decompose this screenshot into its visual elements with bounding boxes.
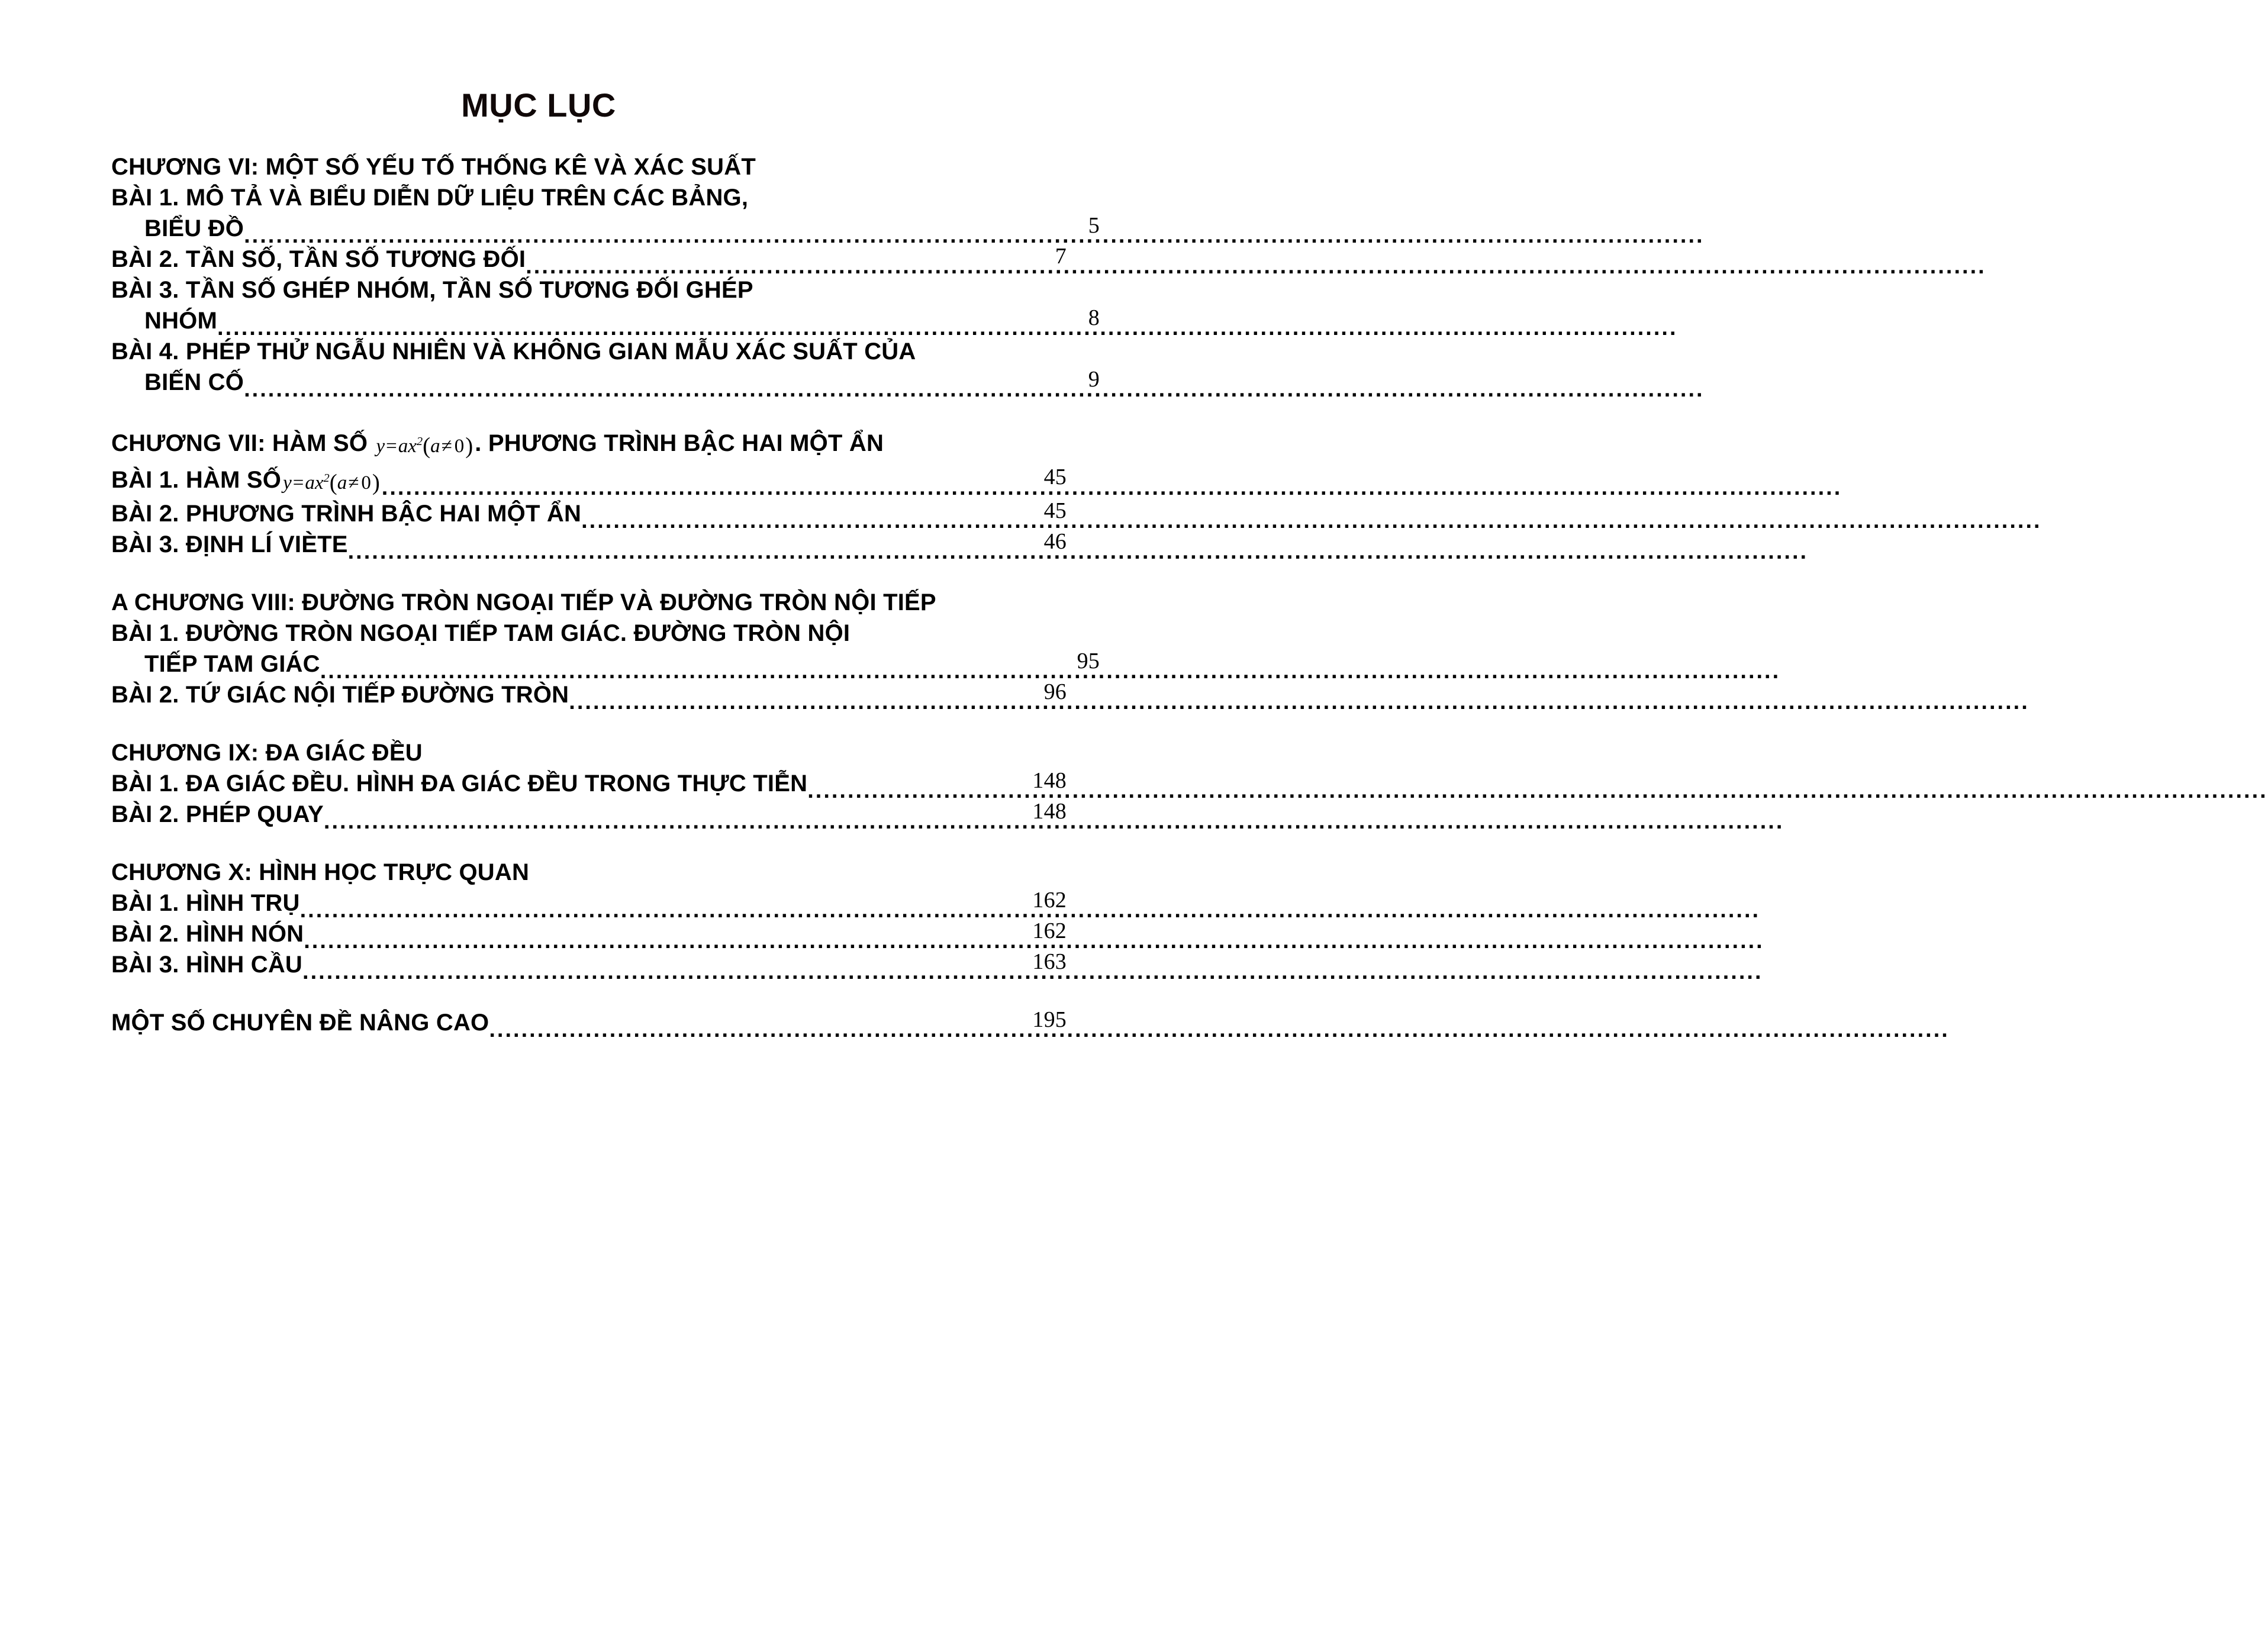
dot-leader [382, 475, 1042, 498]
toc-entry-line-vi-4a: BÀI 4. PHÉP THỬ NGẪU NHIÊN VÀ KHÔNG GIAN MẪU XÁC SUẤT CỦA [111, 339, 916, 365]
page-title: MỤC LỤC [461, 86, 616, 124]
toc-entry-line-vi-3a: BÀI 3. TẦN SỐ GHÉP NHÓM, TẦN SỐ TƯƠNG ĐỐI GHÉP [111, 277, 753, 303]
toc-page-number: 45 [1043, 498, 1067, 523]
toc-entry-line-viii-1a: BÀI 1. ĐƯỜNG TRÒN NGOẠI TIẾP TAM GIÁC. ĐƯỜNG TRÒN NỘI [111, 620, 851, 647]
toc-entry-label: BÀI 3. ĐỊNH LÍ VIÈTE [111, 531, 348, 558]
toc-entry-line-vi-1a: BÀI 1. MÔ TẢ VÀ BIỂU DIỄN DỮ LIỆU TRÊN CÁC BẢNG, [111, 185, 749, 211]
toc-page-number: 163 [1032, 949, 1067, 974]
chapter-heading-vii-suffix: . PHƯƠNG TRÌNH BẬC HAI MỘT ẨN [475, 430, 884, 456]
toc-entry-label: BIỂU ĐỒ [144, 215, 244, 241]
toc-group-chuong-vii [111, 425, 1067, 560]
dot-leader [300, 895, 1031, 918]
toc-group-chuong-ix [111, 737, 1067, 830]
dot-leader [217, 312, 1087, 336]
toc-page-number: 195 [1032, 1007, 1067, 1032]
toc-entry-label: BIẾN CỐ [144, 369, 244, 395]
toc-entry-vi-1[interactable] [111, 213, 1100, 244]
toc-page-number: 162 [1032, 918, 1067, 943]
chapter-heading-vi: CHƯƠNG VI: MỘT SỐ YẾU TỐ THỐNG KÊ VÀ XÁC SUẤT [111, 154, 756, 180]
dot-leader [244, 374, 1087, 398]
dot-leader [569, 686, 1042, 710]
toc-page-number: 162 [1032, 887, 1067, 913]
toc-page-number: 96 [1043, 679, 1067, 704]
toc-entry-label: NHÓM [144, 308, 218, 334]
dot-leader [348, 536, 1042, 560]
quadratic-function-formula: $y=ax^2(a\ne 0)$ [283, 470, 380, 495]
toc-page-number: 5 [1088, 212, 1100, 238]
toc-entry-chuyen-de[interactable] [111, 1007, 1067, 1038]
dot-leader [244, 220, 1087, 244]
toc-entry-label: TIẾP TAM GIÁC [144, 651, 320, 678]
toc-entry-label: BÀI 1. HÀM SỐ [111, 467, 282, 494]
toc-page-number: 7 [1055, 243, 1067, 269]
toc-group-chuong-x [111, 857, 1067, 980]
dot-leader [304, 926, 1030, 949]
toc-group-chuyen-de [111, 1007, 1067, 1038]
toc-entry-label: BÀI 2. TẦN SỐ, TẦN SỐ TƯƠNG ĐỐI [111, 246, 526, 272]
toc-content [0, 152, 1100, 1038]
chapter-heading-x: CHƯƠNG X: HÌNH HỌC TRỰC QUAN [111, 859, 530, 886]
toc-entry-label: BÀI 1. HÌNH TRỤ [111, 890, 300, 917]
dot-leader [302, 956, 1030, 980]
dot-leader [526, 251, 1054, 275]
toc-page-number: 8 [1088, 305, 1100, 330]
toc-entry-x-1[interactable] [111, 888, 1067, 918]
dot-leader [320, 656, 1075, 679]
toc-page-number: 148 [1032, 768, 1067, 793]
toc-page [0, 0, 1100, 1631]
toc-entry-ix-1[interactable] [111, 768, 1067, 799]
chapter-heading-vii-prefix: CHƯƠNG VII: HÀM SỐ [111, 430, 368, 456]
toc-entry-vi-4[interactable] [111, 367, 1100, 398]
dot-leader [807, 775, 1030, 799]
dot-leader [581, 505, 1042, 529]
toc-page-number: 46 [1043, 528, 1067, 554]
toc-page-number: 9 [1088, 366, 1100, 392]
toc-entry-viii-1[interactable] [111, 649, 1100, 679]
toc-page-number: 95 [1077, 648, 1100, 673]
toc-entry-label: BÀI 2. PHÉP QUAY [111, 801, 324, 828]
chapter-heading-viii: A CHƯƠNG VIII: ĐƯỜNG TRÒN NGOẠI TIẾP VÀ ĐƯỜNG TRÒN NỘI TIẾP [111, 589, 936, 616]
toc-entry-label: BÀI 2. TỨ GIÁC NỘI TIẾP ĐƯỜNG TRÒN [111, 682, 569, 708]
toc-page-number: 45 [1043, 465, 1067, 490]
dot-leader [324, 806, 1031, 830]
toc-entry-label: BÀI 1. ĐA GIÁC ĐỀU. HÌNH ĐA GIÁC ĐỀU TRONG THỰC TIỄN [111, 771, 808, 797]
toc-page-number: 148 [1032, 798, 1067, 824]
chapter-heading-ix: CHƯƠNG IX: ĐA GIÁC ĐỀU [111, 740, 423, 766]
toc-group-chuong-vi [111, 152, 1100, 398]
quadratic-function-formula: $y=ax^2(a\ne 0)$ [376, 433, 473, 459]
toc-group-chuong-viii [111, 587, 1100, 710]
toc-entry-vii-1[interactable] [111, 462, 1067, 498]
toc-entry-label: MỘT SỐ CHUYÊN ĐỀ NÂNG CAO [111, 1010, 489, 1036]
toc-entry-label: BÀI 2. HÌNH NÓN [111, 921, 304, 947]
toc-entry-vi-3[interactable] [111, 305, 1100, 336]
toc-entry-label: BÀI 2. PHƯƠNG TRÌNH BẬC HAI MỘT ẨN [111, 501, 582, 527]
toc-entry-label: BÀI 3. HÌNH CẦU [111, 952, 303, 978]
dot-leader [489, 1014, 1030, 1038]
chapter-heading-vii [111, 425, 1067, 462]
